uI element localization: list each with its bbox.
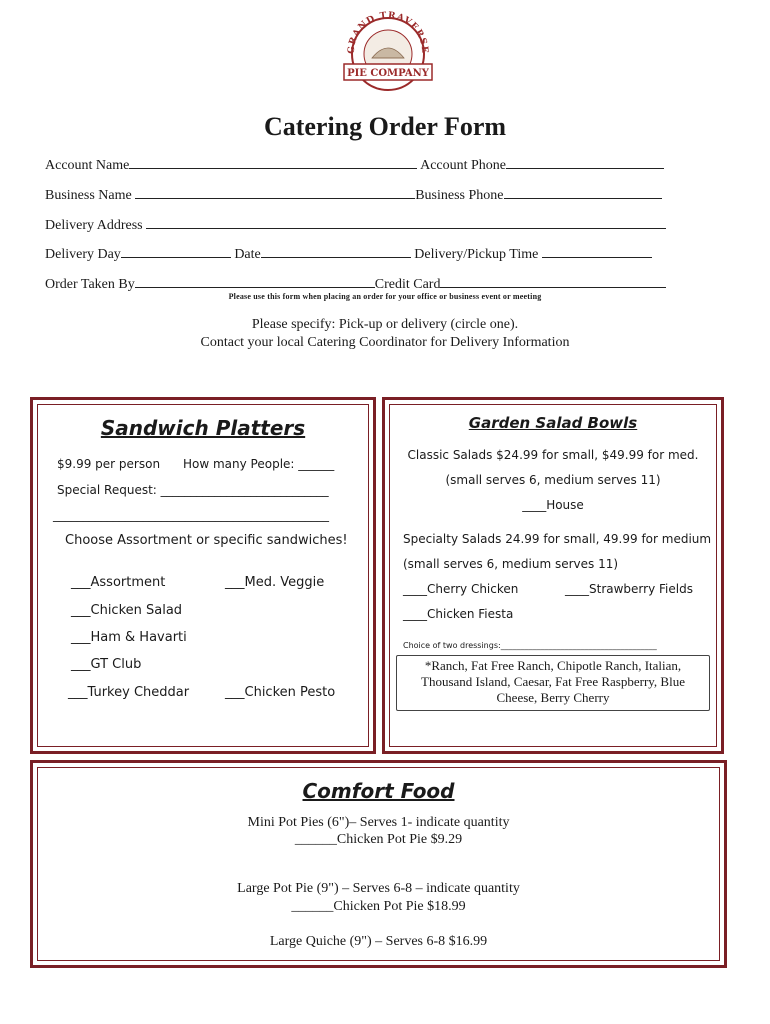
row-order-taken bbox=[45, 275, 666, 293]
comfort-quiche[interactable]: Large Quiche (9") – Serves 6-8 $16.99 bbox=[269, 934, 488, 949]
order-taken-field[interactable] bbox=[135, 275, 375, 288]
business-phone-label: Business Phone bbox=[415, 188, 504, 203]
salad-dressings-label[interactable]: Choice of two dressings:_______________________________________ bbox=[403, 641, 657, 650]
row-business bbox=[45, 186, 662, 204]
delivery-day-field[interactable] bbox=[121, 245, 231, 258]
sandwich-option[interactable]: ___Turkey Cheddar bbox=[68, 685, 190, 700]
salad-classic: Classic Salads $24.99 for small, $49.99 for med. bbox=[407, 448, 699, 462]
sandwich-platters-section bbox=[30, 397, 376, 754]
credit-card-field[interactable] bbox=[440, 275, 666, 288]
specify-line-2: Contact your local Catering Coordinator for Delivery Information bbox=[200, 335, 570, 350]
delivery-address-field[interactable] bbox=[146, 216, 666, 229]
row-delivery bbox=[45, 245, 652, 263]
specify-line-1: Please specify: Pick-up or delivery (circle one). bbox=[251, 317, 519, 332]
sandwich-option[interactable]: ___GT Club bbox=[71, 657, 142, 672]
delivery-time-label: Delivery/Pickup Time bbox=[414, 247, 539, 262]
sandwich-option[interactable]: ___Chicken Pesto bbox=[225, 685, 336, 700]
salad-option[interactable]: ____Cherry Chicken bbox=[403, 582, 519, 596]
salad-specialty: Specialty Salads 24.99 for small, 49.99 for medium bbox=[403, 532, 712, 546]
salad-heading: Garden Salad Bowls bbox=[468, 414, 638, 432]
salad-classic-serves: (small serves 6, medium serves 11) bbox=[445, 473, 661, 487]
sandwich-price: $9.99 per person bbox=[57, 457, 161, 471]
row-account bbox=[45, 156, 664, 174]
order-taken-label: Order Taken By bbox=[45, 277, 135, 292]
sandwich-option[interactable]: ___Assortment bbox=[71, 575, 166, 590]
logo-bottom-text: PIE COMPANY bbox=[347, 68, 429, 79]
delivery-day-label: Delivery Day bbox=[45, 247, 121, 262]
salad-house[interactable]: ____House bbox=[522, 498, 584, 512]
business-name-field[interactable] bbox=[135, 186, 415, 199]
business-name-label: Business Name bbox=[45, 188, 132, 203]
sandwich-option[interactable]: ___Ham & Havarti bbox=[71, 630, 187, 645]
logo-graphic bbox=[338, 8, 438, 100]
business-phone-field[interactable] bbox=[504, 186, 662, 199]
comfort-large-item[interactable]: ______Chicken Pot Pie $18.99 bbox=[291, 899, 466, 914]
comfort-mini-item[interactable]: ______Chicken Pot Pie $9.29 bbox=[294, 832, 463, 847]
sandwich-option[interactable]: ___Med. Veggie bbox=[225, 575, 325, 590]
account-phone-field[interactable] bbox=[506, 156, 664, 169]
company-logo bbox=[338, 8, 438, 100]
sandwich-heading: Sandwich Platters bbox=[100, 416, 306, 440]
row-address bbox=[45, 216, 666, 234]
page-title: Catering Order Form bbox=[263, 112, 507, 141]
sandwich-special-request[interactable]: Special Request: ____________________________ bbox=[57, 483, 329, 497]
delivery-address-label: Delivery Address bbox=[45, 218, 143, 233]
date-field[interactable] bbox=[261, 245, 411, 258]
logo-top-text: GRAND TRAVERSE bbox=[346, 10, 430, 55]
sandwich-choose: Choose Assortment or specific sandwiches! bbox=[65, 533, 348, 548]
sandwich-option[interactable]: ___Chicken Salad bbox=[71, 603, 183, 618]
sandwich-people[interactable]: How many People: ______ bbox=[183, 457, 335, 471]
account-phone-label: Account Phone bbox=[420, 158, 507, 173]
comfort-large-line: Large Pot Pie (9") – Serves 6-8 – indicate quantity bbox=[237, 881, 520, 896]
salad-dressings-list: *Ranch, Fat Free Ranch, Chipotle Ranch, Italian, Thousand Island, Caesar, Fat Free Raspberry, Blue Cheese, Berry Cherry bbox=[396, 655, 710, 711]
credit-card-label: Credit Card bbox=[374, 277, 441, 292]
sandwich-blank-line[interactable]: ______________________________________________ bbox=[53, 508, 329, 522]
comfort-food-section bbox=[30, 760, 727, 968]
account-name-field[interactable] bbox=[129, 156, 417, 169]
salad-specialty-serves: (small serves 6, medium serves 11) bbox=[403, 557, 619, 571]
salad-option[interactable]: ____Chicken Fiesta bbox=[403, 607, 514, 621]
delivery-time-field[interactable] bbox=[542, 245, 652, 258]
salad-option[interactable]: ____Strawberry Fields bbox=[565, 582, 693, 596]
form-note: Please use this form when placing an order for your office or business event or meeting bbox=[228, 292, 542, 301]
account-name-label: Account Name bbox=[45, 158, 130, 173]
comfort-heading: Comfort Food bbox=[302, 779, 455, 803]
garden-salad-section bbox=[382, 397, 724, 754]
comfort-mini-line: Mini Pot Pies (6")– Serves 1- indicate quantity bbox=[247, 815, 510, 830]
date-label: Date bbox=[234, 247, 261, 262]
